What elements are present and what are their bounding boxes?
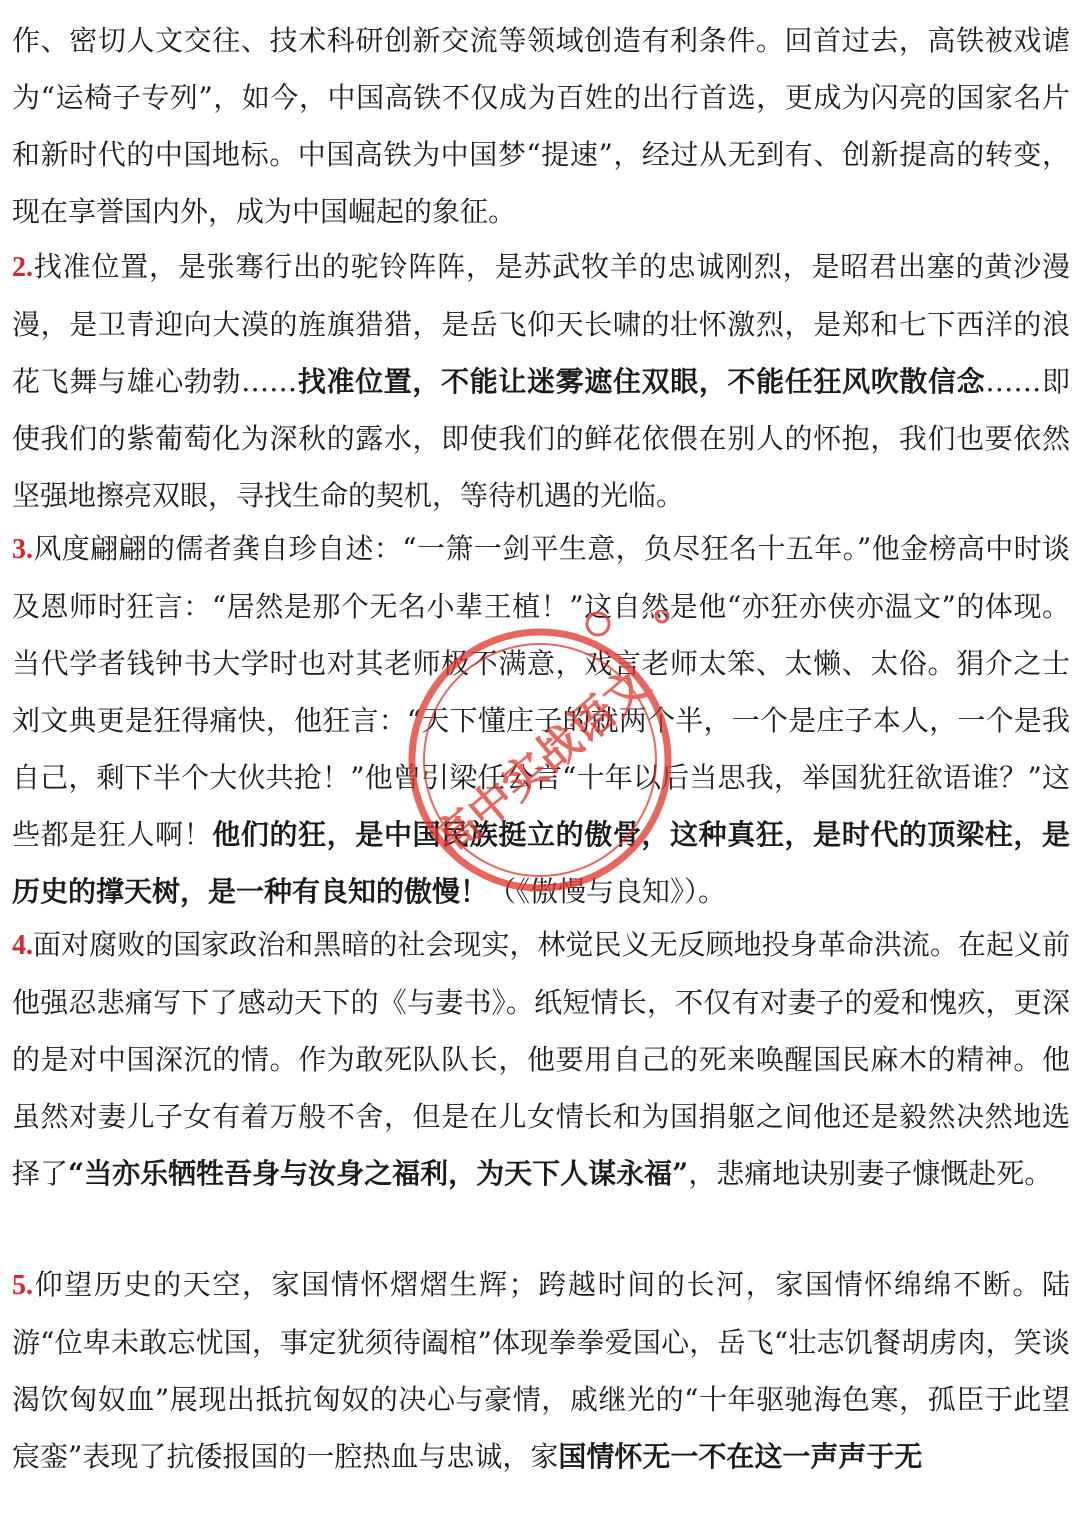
paragraph-2-text-c: ……即使我们的紫葡萄化为深秋的露水，即使我们的鲜花依偎在别人的怀抱，我们也要依然坚强地擦亮双眼，寻找生命的契机，等待机遇的光临。 [12, 365, 1070, 512]
paragraph-5 [12, 1256, 1070, 1485]
paragraph-2-text-a: 找准位置，是张骞行出的驼铃阵阵，是苏武牧羊的忠诚刚烈，是昭君出塞的黄沙漫漫，是卫青迎向大漠的旌旗猎猎，是岳飞仰天长啸的壮怀激烈，是郑和七下西洋的浪花飞舞与雄心勃勃…… [12, 250, 1070, 398]
paragraph-4 [12, 916, 1070, 1202]
paragraph-4-text-c: ，悲痛地诀别妻子慷慨赴死。 [688, 1157, 1053, 1190]
paragraph-2 [12, 238, 1070, 524]
paragraph-2-bold: 找准位置，不能让迷雾遮住双眼，不能任狂风吹散信念 [297, 365, 986, 398]
item-number-2: 2. [12, 252, 33, 283]
paragraph-3-text-a: 风度翩翩的儒者龚自珍自述：“一箫一剑平生意，负尽狂名十五年。”他金榜高中时谈及恩师时狂言：“居然是那个无名小辈王植！”这自然是他“亦狂亦侠亦温文”的体现。当代学者钱钟书大学时也对其老师极不满意，戏言老师太笨、太懒、太俗。狷介之士刘文典更是狂得痛快，他狂言：“天下懂庄子的就两个半，一个是庄子本人，一个是我自己，剩下半个大伙共抢！”他曾引梁任公言“十年以后当思我，举国犹狂欲语谁？”这些都是狂人啊！ [12, 532, 1070, 851]
item-number-4: 4. [12, 930, 33, 961]
paragraph-5-bold: 国情怀无一不在这一声声于无 [558, 1440, 923, 1473]
paragraph-4-text-a: 面对腐败的国家政治和黑暗的社会现实，林觉民义无反顾地投身革命洪流。在起义前他强忍悲痛写下了感动天下的《与妻书》。纸短情长，不仅有对妻子的爱和愧疚，更深的是对中国深沉的情。作为敢死队队长，他要用自己的死来唤醒国民麻木的精神。他虽然对妻儿子女有着万般不舍，但是在儿女情长和为国捐躯之间他还是毅然决然地选择了 [12, 928, 1070, 1190]
item-number-5: 5. [12, 1270, 33, 1301]
paragraph-1-text: 作、密切人文交往、技术科研创新交流等领域创造有利条件。回首过去，高铁被戏谑为“运椅子专列”，如今，中国高铁不仅成为百姓的出行首选，更成为闪亮的国家名片和新时代的中国地标。中国高铁为中国梦“提速”，经过从无到有、创新提高的转变，现在享誉国内外，成为中国崛起的象征。 [12, 24, 1070, 228]
stamp-text: 高中实战语文 [425, 659, 660, 867]
item-number-3: 3. [12, 534, 33, 565]
paragraph-3-text-c: （《傲慢与良知》）。 [488, 875, 727, 908]
paragraph-1-continuation [12, 12, 1070, 240]
paragraph-4-bold: “当亦乐牺牲吾身与汝身之福利，为天下人谋永福” [68, 1157, 689, 1190]
paragraph-3 [12, 520, 1070, 920]
paragraph-3-bold: 他们的狂，是中国民族挺立的傲骨，这种真狂，是时代的顶梁柱，是历史的撑天树，是一种有良知的傲慢！ [12, 818, 1070, 908]
paragraph-5-text-a: 仰望历史的天空，家国情怀熠熠生辉；跨越时间的长河，家国情怀绵绵不断。陆游“位卑未敢忘忧国，事定犹须待阖棺”体现拳拳爱国心，岳飞“壮志饥餐胡虏肉，笑谈渴饮匈奴血”展现出抵抗匈奴的决心与豪情，戚继光的“十年驱驰海色寒，孤臣于此望宸銮”表现了抗倭报国的一腔热血与忠诚，家 [12, 1268, 1070, 1473]
